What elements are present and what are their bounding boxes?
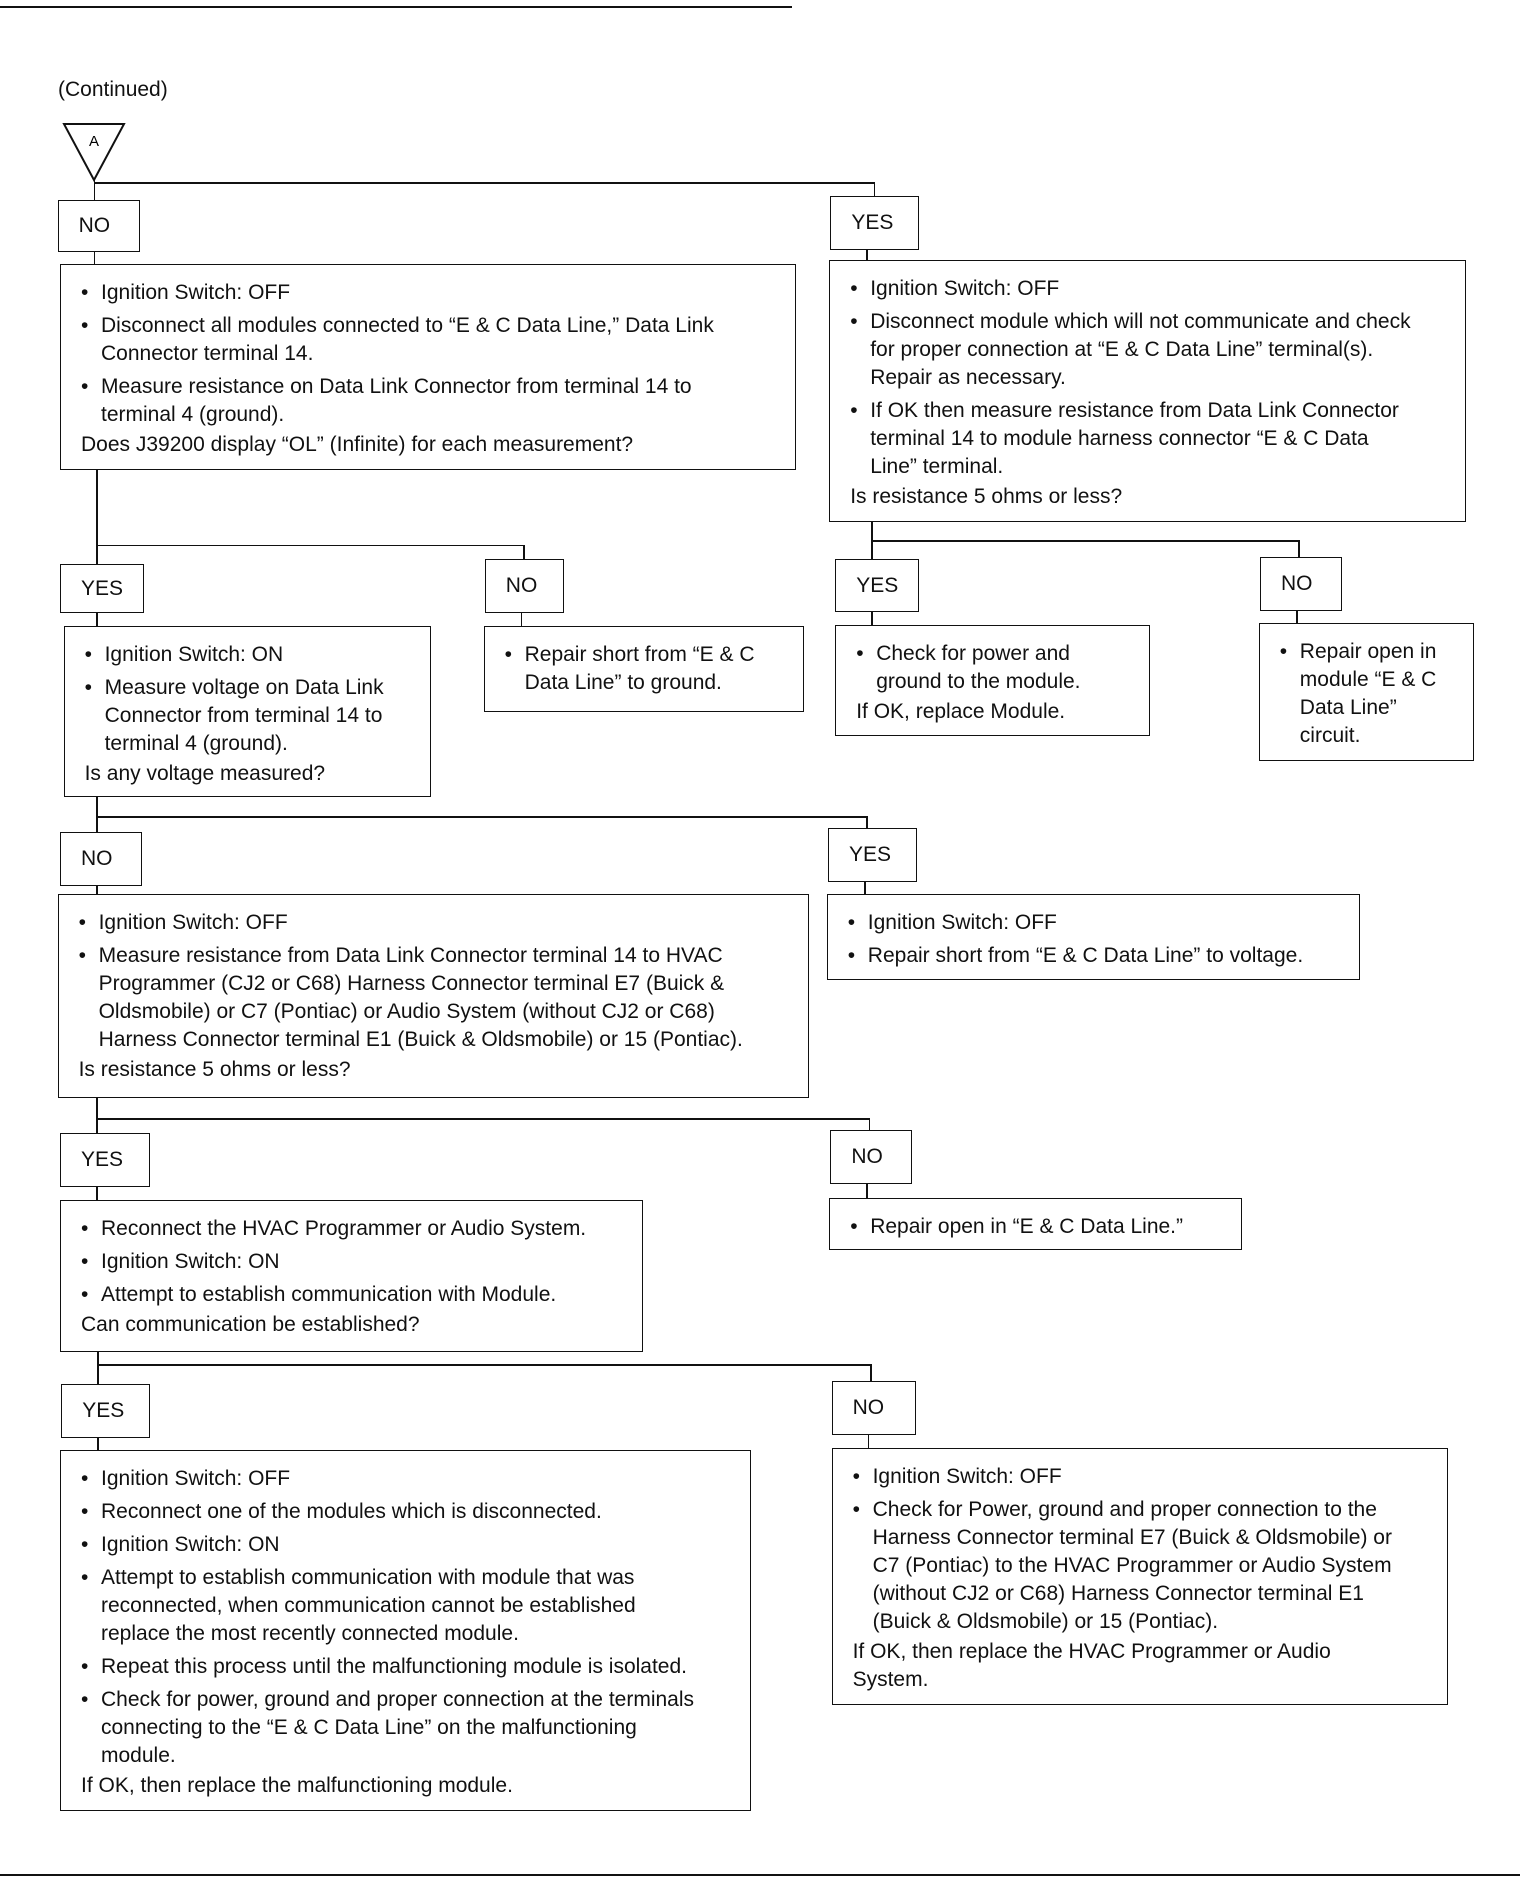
- step-question: Can communication be established?: [81, 1313, 420, 1336]
- flow-line: [96, 1118, 869, 1120]
- step-bullet: • Check for power and ground to the module.: [856, 640, 1138, 696]
- flow-line: [96, 1098, 98, 1133]
- flow-line: [866, 816, 868, 828]
- flow-line: [870, 1364, 872, 1381]
- step-bullet: • Ignition Switch: ON: [85, 641, 420, 669]
- step-bullet: • Ignition Switch: OFF: [850, 275, 1455, 303]
- connector-label: A: [88, 133, 100, 150]
- step-bullet: • Repair open in “E & C Data Line.”: [850, 1213, 1231, 1241]
- offpage-connector-icon: [62, 122, 128, 184]
- step-bullet: • Ignition Switch: ON: [81, 1531, 740, 1559]
- decision-label-no: NO: [830, 1130, 912, 1184]
- step-bullet: • Repeat this process until the malfunctioning module is isolated.: [81, 1653, 740, 1681]
- flow-line: [866, 250, 868, 261]
- step-box: [58, 894, 809, 1098]
- flow-line: [96, 797, 98, 832]
- step-box: [832, 1448, 1449, 1705]
- step-bullet: • Check for power, ground and proper connection at the terminals connecting to the “E & C Data Line” on the malfunctioning module.: [81, 1686, 740, 1770]
- step-bullet: • Disconnect all modules connected to “E & C Data Line,” Data Link Connector terminal 14.: [81, 312, 785, 368]
- step-question: If OK, then replace the malfunctioning module.: [81, 1773, 513, 1797]
- flow-line: [96, 613, 98, 626]
- step-question: If OK, then replace the HVAC Programmer or Audio System.: [852, 1640, 1331, 1692]
- decision-label-yes: YES: [61, 1384, 150, 1438]
- step-bullet: • Measure voltage on Data Link Connector from terminal 14 to terminal 4 (ground).: [85, 674, 420, 758]
- decision-label-no: NO: [1260, 557, 1342, 611]
- decision-label-yes: YES: [60, 564, 144, 613]
- step-box: [1259, 623, 1474, 761]
- flow-line: [94, 182, 874, 184]
- step-box: [64, 626, 431, 796]
- flow-line: [874, 182, 876, 195]
- continued-label: (Continued): [58, 78, 168, 101]
- step-bullet: • Attempt to establish communication with Module.: [81, 1281, 632, 1309]
- flow-line: [868, 1435, 870, 1448]
- decision-label-yes: YES: [835, 559, 919, 612]
- decision-label-no: NO: [832, 1381, 916, 1435]
- flow-line: [96, 816, 866, 818]
- flow-line: [97, 1352, 99, 1383]
- step-question: Is resistance 5 ohms or less?: [850, 485, 1123, 509]
- flow-line: [523, 545, 525, 559]
- step-box: [827, 894, 1360, 980]
- step-bullet: • Repair short from “E & C Data Line” to voltage.: [848, 942, 1349, 970]
- step-box: [60, 1450, 751, 1811]
- step-bullet: • Ignition Switch: ON: [81, 1248, 632, 1276]
- flow-line: [97, 1364, 870, 1366]
- decision-label-no: NO: [485, 559, 564, 613]
- step-box: [60, 1200, 643, 1352]
- step-bullet: • Disconnect module which will not communicate and check for proper connection at “E & C Data Line” terminal(s). Repair as necessary.: [850, 308, 1455, 392]
- flow-line: [0, 6, 792, 8]
- step-question: Does J39200 display “OL” (Infinite) for each measurement?: [81, 433, 634, 456]
- step-box: [835, 625, 1149, 735]
- step-box: [829, 1198, 1242, 1251]
- flow-line: [1298, 540, 1300, 557]
- step-bullet: • Ignition Switch: OFF: [81, 1465, 740, 1493]
- decision-label-yes: YES: [830, 196, 919, 250]
- decision-label-yes: YES: [60, 1133, 150, 1187]
- flow-line: [521, 613, 523, 626]
- flow-line: [96, 545, 523, 547]
- step-box: [829, 260, 1466, 522]
- decision-label-no: NO: [58, 200, 141, 252]
- flow-line: [864, 882, 866, 894]
- flow-line: [869, 1118, 871, 1130]
- flow-line: [96, 886, 98, 894]
- step-box: [484, 626, 804, 711]
- flow-line: [871, 612, 873, 625]
- decision-label-no: NO: [60, 832, 142, 886]
- step-bullet: • Check for Power, ground and proper connection to the Harness Connector terminal E7 (Buick & Oldsmobile) or C7 (Pontiac) to the HVAC Programmer or Audio System (without CJ2 or C68) Harness Connector terminal E1 (Buick & Oldsmobile) or 15 (Pontiac).: [853, 1496, 1438, 1636]
- flow-line: [866, 1184, 868, 1197]
- step-bullet: • Reconnect the HVAC Programmer or Audio System.: [81, 1215, 632, 1243]
- flow-line: [0, 1874, 1520, 1876]
- step-box: [60, 264, 796, 470]
- decision-label-yes: YES: [828, 828, 917, 882]
- step-bullet: • Ignition Switch: OFF: [79, 909, 798, 937]
- flow-line: [96, 470, 98, 564]
- step-bullet: • Repair short from “E & C Data Line” to ground.: [505, 641, 793, 697]
- step-bullet: • Ignition Switch: OFF: [853, 1463, 1438, 1491]
- step-bullet: • Ignition Switch: OFF: [81, 279, 785, 307]
- step-bullet: • Repair open in module “E & C Data Line” circuit.: [1280, 638, 1463, 750]
- flow-line: [871, 540, 1298, 542]
- flow-line: [1296, 611, 1298, 623]
- flow-line: [94, 252, 96, 264]
- step-bullet: • If OK then measure resistance from Data Link Connector terminal 14 to module harness connector “E & C Data Line” terminal.: [850, 397, 1455, 481]
- flow-line: [97, 1438, 99, 1450]
- step-question: Is resistance 5 ohms or less?: [78, 1058, 351, 1081]
- step-bullet: • Reconnect one of the modules which is disconnected.: [81, 1498, 740, 1526]
- step-bullet: • Ignition Switch: OFF: [848, 909, 1349, 937]
- step-bullet: • Attempt to establish communication with module that was reconnected, when communication cannot be established replace the most recently connected module.: [81, 1564, 740, 1648]
- flow-line: [96, 1187, 98, 1200]
- step-question: Is any voltage measured?: [84, 762, 326, 786]
- step-bullet: • Measure resistance from Data Link Connector terminal 14 to HVAC Programmer (CJ2 or C68) Harness Connector terminal E7 (Buick & Oldsmobile) or C7 (Pontiac) or Audio System (without CJ2 or C68) Harness Connector terminal E1 (Buick & Oldsmobile) or 15 (Pontiac).: [79, 942, 798, 1054]
- step-bullet: • Measure resistance on Data Link Connector from terminal 14 to terminal 4 (ground).: [81, 373, 785, 429]
- step-question: If OK, replace Module.: [856, 700, 1066, 724]
